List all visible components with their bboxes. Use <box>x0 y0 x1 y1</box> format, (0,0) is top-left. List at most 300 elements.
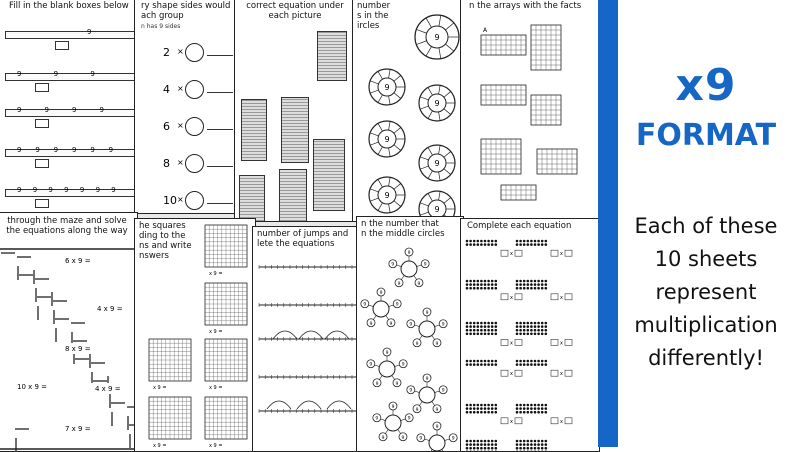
array-dot <box>469 280 472 283</box>
array-dot <box>487 240 490 243</box>
answer-line[interactable] <box>207 166 233 167</box>
petal-digit: 9 <box>398 281 401 287</box>
number-line-row <box>5 71 135 91</box>
array-dot <box>541 407 544 410</box>
petal-digit: 9 <box>382 435 385 441</box>
array-dot <box>541 443 544 446</box>
array-dot <box>480 287 483 290</box>
array-dot <box>473 363 476 366</box>
array-dot <box>534 325 537 328</box>
answer-line[interactable] <box>207 129 233 130</box>
array-dot <box>477 283 480 286</box>
array-dot <box>523 407 526 410</box>
array-dot <box>484 411 487 414</box>
array-dot <box>466 287 469 290</box>
array-dot <box>541 322 544 325</box>
array-dot <box>491 443 494 446</box>
description-line: 10 sheets <box>618 243 794 276</box>
nonagon-shape <box>185 80 204 99</box>
answer-line[interactable] <box>207 55 233 56</box>
square-grids <box>135 219 256 452</box>
jump-arc <box>297 401 321 409</box>
petal-digit: 9 <box>396 381 399 387</box>
array-dot <box>516 283 519 286</box>
array-dot <box>469 329 472 332</box>
ring-digit: 9 <box>384 83 389 92</box>
array-dot <box>491 283 494 286</box>
petal-digit: 9 <box>369 362 372 368</box>
answer-box <box>501 418 508 424</box>
array-dot <box>527 407 530 410</box>
number-line <box>5 31 135 39</box>
array-dot <box>545 440 548 443</box>
answer-box[interactable] <box>35 199 49 208</box>
array-dot <box>534 447 537 450</box>
equation-times: x <box>510 371 513 377</box>
array-dot <box>530 325 533 328</box>
number-label: 9 <box>33 186 37 194</box>
number-label: 9 <box>87 28 91 36</box>
array-dot <box>466 447 469 450</box>
array-dot <box>473 325 476 328</box>
array-dot <box>523 440 526 443</box>
sheet-circle-rings <box>352 0 464 222</box>
petal-digit: 9 <box>392 404 395 410</box>
array-dot <box>495 363 498 366</box>
ring-digit: 9 <box>434 33 439 42</box>
answer-box <box>501 339 508 345</box>
array-dot <box>537 283 540 286</box>
array-dot <box>527 287 530 290</box>
array-dot <box>541 411 544 414</box>
number-label: 9 <box>90 146 94 154</box>
petal-digit: 9 <box>416 407 419 413</box>
number-line-row <box>5 147 135 167</box>
array-dot <box>480 333 483 336</box>
array-dot <box>537 447 540 450</box>
number-label: 9 <box>100 106 104 114</box>
number-label: 9 <box>54 146 58 154</box>
array-dot <box>523 360 526 363</box>
array-dot <box>469 360 472 363</box>
sheet-title: through the maze and solve the equations along the way <box>0 213 137 239</box>
array-dot <box>469 333 472 336</box>
array-dot <box>537 329 540 332</box>
array-dot <box>534 280 537 283</box>
array-dot <box>519 447 522 450</box>
array-dot <box>477 404 480 407</box>
array-dot <box>537 333 540 336</box>
factor-label: 2 <box>163 46 170 59</box>
sheet-maze <box>0 212 138 452</box>
array-dot <box>495 322 498 325</box>
array-dot <box>545 283 548 286</box>
equation-times: x <box>510 419 513 425</box>
array-dot <box>519 280 522 283</box>
array-dot <box>484 333 487 336</box>
answer-box <box>551 294 558 300</box>
center-circle <box>373 301 389 317</box>
description-text <box>618 210 794 375</box>
array-dot <box>495 283 498 286</box>
array-dot <box>473 404 476 407</box>
number-label: 9 <box>64 186 68 194</box>
array-dot <box>534 404 537 407</box>
answer-box <box>565 418 572 424</box>
petal-digit: 9 <box>375 416 378 422</box>
maze-grid <box>0 213 138 452</box>
brand-title: x9 <box>618 60 794 111</box>
base-ten-block <box>239 175 265 222</box>
array-dot <box>530 363 533 366</box>
shape-equation-row <box>163 80 238 100</box>
base-ten-block <box>317 31 347 81</box>
petal-digit: 9 <box>424 262 427 268</box>
array-dot <box>523 240 526 243</box>
array-dot <box>519 333 522 336</box>
maze-equation: 4 x 9 = <box>97 305 123 313</box>
array-dot <box>519 411 522 414</box>
array-grid <box>501 185 536 200</box>
maze-equation: 8 x 9 = <box>65 345 91 353</box>
array-dot <box>491 329 494 332</box>
array-dot <box>516 287 519 290</box>
array-dot <box>477 411 480 414</box>
array-dot <box>469 287 472 290</box>
base-ten-block <box>313 139 345 211</box>
number-label: 9 <box>90 70 94 78</box>
array-dot <box>466 333 469 336</box>
array-dot <box>477 322 480 325</box>
array-dot <box>480 325 483 328</box>
array-dot <box>519 322 522 325</box>
array-dot <box>469 325 472 328</box>
array-dot <box>491 363 494 366</box>
array-dot <box>477 280 480 283</box>
times-sign: × <box>177 158 184 167</box>
answer-box <box>515 418 522 424</box>
array-dot <box>487 333 490 336</box>
answer-box <box>515 370 522 376</box>
equation-times: x <box>560 251 563 257</box>
flower-diagrams <box>357 217 464 452</box>
array-dot <box>534 360 537 363</box>
array-dot <box>466 360 469 363</box>
array-dot <box>523 243 526 246</box>
number-label: 9 <box>45 106 49 114</box>
jump-arc <box>273 331 297 339</box>
answer-box <box>565 370 572 376</box>
array-dot <box>469 322 472 325</box>
array-dot <box>469 404 472 407</box>
array-dot <box>466 411 469 414</box>
number-label: 9 <box>80 186 84 194</box>
answer-box[interactable] <box>55 41 69 50</box>
array-dot <box>527 280 530 283</box>
answer-box <box>501 370 508 376</box>
array-dot <box>484 283 487 286</box>
equation-times: x <box>510 295 513 301</box>
array-dot <box>541 447 544 450</box>
array-dot <box>473 443 476 446</box>
number-line-row <box>5 187 135 207</box>
answer-box[interactable] <box>35 119 49 128</box>
square-equation: x 9 = <box>209 443 223 449</box>
array-dot <box>469 411 472 414</box>
array-dot <box>545 325 548 328</box>
array-dot <box>530 283 533 286</box>
array-dot <box>541 287 544 290</box>
array-dot <box>491 325 494 328</box>
array-dot <box>537 363 540 366</box>
petal-digit: 9 <box>436 424 439 430</box>
array-dot <box>491 360 494 363</box>
dot-arrays <box>461 219 600 452</box>
number-line-row <box>5 29 135 49</box>
petal-digit: 9 <box>452 436 455 442</box>
array-dot <box>545 280 548 283</box>
answer-box <box>515 294 522 300</box>
petal-digit: 9 <box>408 416 411 422</box>
array-dot <box>523 280 526 283</box>
array-dot <box>527 325 530 328</box>
array-dot <box>541 363 544 366</box>
square-equation: x 9 = <box>153 385 167 391</box>
array-dot <box>466 322 469 325</box>
array-dot <box>484 407 487 410</box>
array-dot <box>537 280 540 283</box>
array-dot <box>480 329 483 332</box>
array-dot <box>477 360 480 363</box>
sheet-jumps <box>252 226 362 452</box>
array-dot <box>484 443 487 446</box>
array-dot <box>527 440 530 443</box>
array-dot <box>466 280 469 283</box>
array-dot <box>527 322 530 325</box>
array-dot <box>534 329 537 332</box>
ring-diagrams <box>353 0 464 222</box>
array-dot <box>527 240 530 243</box>
sheet-title: n the arrays with the facts <box>461 0 599 13</box>
array-dot <box>487 407 490 410</box>
array-dot <box>487 280 490 283</box>
petal-digit: 9 <box>418 281 421 287</box>
array-dot <box>477 407 480 410</box>
array-dot <box>484 243 487 246</box>
square-equation: x 9 = <box>209 329 223 335</box>
number-label: 9 <box>54 70 58 78</box>
array-dot <box>491 447 494 450</box>
array-dot <box>473 240 476 243</box>
petal-digit: 9 <box>402 435 405 441</box>
array-dot <box>516 333 519 336</box>
array-dot <box>480 440 483 443</box>
array-dot <box>530 280 533 283</box>
array-dot <box>480 447 483 450</box>
number-line <box>5 109 135 117</box>
array-dot <box>541 360 544 363</box>
number-label: 9 <box>72 106 76 114</box>
array-dot <box>537 404 540 407</box>
array-dot <box>477 333 480 336</box>
array-dot <box>519 287 522 290</box>
array-dot <box>541 440 544 443</box>
shape-equation-row <box>163 191 238 211</box>
array-dot <box>516 240 519 243</box>
answer-box <box>565 339 572 345</box>
array-dot <box>466 243 469 246</box>
array-dot <box>487 283 490 286</box>
factor-label: 4 <box>163 83 170 96</box>
array-dot <box>477 287 480 290</box>
array-dot <box>484 325 487 328</box>
center-circle <box>385 415 401 431</box>
sheet-title: Fill in the blank boxes below <box>0 0 135 13</box>
times-sign: × <box>177 84 184 93</box>
array-dot <box>534 333 537 336</box>
array-dot <box>527 360 530 363</box>
petal-digit: 9 <box>363 302 366 308</box>
equation-times: x <box>560 419 563 425</box>
array-dot <box>487 325 490 328</box>
petal-digit: 9 <box>386 350 389 356</box>
nonagon-shape <box>185 154 204 173</box>
array-dot <box>519 360 522 363</box>
array-dot <box>534 243 537 246</box>
array-dot <box>541 329 544 332</box>
array-dot <box>480 243 483 246</box>
jump-arc <box>327 401 351 409</box>
factor-label: 8 <box>163 157 170 170</box>
petal-digit: 9 <box>419 436 422 442</box>
nonagon-shape <box>185 191 204 210</box>
array-dot <box>516 329 519 332</box>
array-dot <box>530 411 533 414</box>
array-dot <box>487 404 490 407</box>
array-dot <box>480 407 483 410</box>
center-circle <box>379 361 395 377</box>
array-dot <box>473 440 476 443</box>
array-dot <box>545 404 548 407</box>
array-dot <box>537 411 540 414</box>
array-dot <box>480 363 483 366</box>
array-dot <box>534 411 537 414</box>
jump-arc <box>267 401 291 409</box>
answer-line[interactable] <box>207 92 233 93</box>
array-dot <box>541 240 544 243</box>
array-dot <box>519 283 522 286</box>
ring-digit: 9 <box>384 191 389 200</box>
array-dot <box>545 243 548 246</box>
array-dot <box>473 447 476 450</box>
array-dot <box>495 280 498 283</box>
array-dot <box>523 443 526 446</box>
answer-line[interactable] <box>207 203 233 204</box>
array-dot <box>545 411 548 414</box>
sheet-fill-blanks <box>0 0 136 214</box>
sheet-title: n the number that n the middle circles <box>357 217 463 241</box>
array-dot <box>527 329 530 332</box>
array-dot <box>541 243 544 246</box>
sheet-note: n has 9 sides <box>135 23 237 30</box>
number-line-row <box>5 107 135 127</box>
array-dot <box>466 443 469 446</box>
array-dot <box>545 447 548 450</box>
equation-times: x <box>560 340 563 346</box>
equation-times: x <box>510 251 513 257</box>
array-dot <box>530 407 533 410</box>
array-dot <box>491 287 494 290</box>
answer-box <box>501 294 508 300</box>
array-dot <box>491 243 494 246</box>
array-dot <box>537 443 540 446</box>
array-dot <box>541 325 544 328</box>
array-dot <box>477 240 480 243</box>
array-dot <box>473 333 476 336</box>
petal-digit: 9 <box>442 322 445 328</box>
array-dot <box>469 243 472 246</box>
array-dot <box>530 243 533 246</box>
times-sign: × <box>177 195 184 204</box>
array-dot <box>523 447 526 450</box>
array-dot <box>519 240 522 243</box>
array-dot <box>530 240 533 243</box>
array-dot <box>487 447 490 450</box>
maze-equation: 6 x 9 = <box>65 257 91 265</box>
petal-digit: 9 <box>409 388 412 394</box>
array-dot <box>487 322 490 325</box>
sheet-square-grids <box>134 218 256 452</box>
petal-digit: 9 <box>402 362 405 368</box>
sheet-arrays <box>460 0 600 222</box>
array-dot <box>545 240 548 243</box>
petal-digit: 9 <box>436 407 439 413</box>
maze-equation: 4 x 9 = <box>95 385 121 393</box>
array-dot <box>541 280 544 283</box>
array-dot <box>466 283 469 286</box>
shape-equation-row <box>163 43 238 63</box>
petal-digit: 9 <box>376 381 379 387</box>
array-dot <box>516 322 519 325</box>
array-dot <box>519 363 522 366</box>
array-dot <box>495 325 498 328</box>
answer-box[interactable] <box>35 159 49 168</box>
petal-digit: 9 <box>426 376 429 382</box>
array-dot <box>477 443 480 446</box>
array-dot <box>487 287 490 290</box>
petal-digit: 9 <box>390 321 393 327</box>
petal-digit: 9 <box>416 341 419 347</box>
shape-equation-row <box>163 117 238 137</box>
sheet-title: correct equation under each picture <box>235 0 355 23</box>
array-dot <box>484 287 487 290</box>
array-dot <box>473 243 476 246</box>
array-dot <box>516 280 519 283</box>
array-dot <box>469 447 472 450</box>
array-dot <box>534 283 537 286</box>
array-dot <box>527 243 530 246</box>
petal-digit: 9 <box>442 388 445 394</box>
answer-box[interactable] <box>35 83 49 92</box>
array-dot <box>484 440 487 443</box>
array-dot <box>473 360 476 363</box>
array-dot <box>491 322 494 325</box>
maze-equation: 10 x 9 = <box>17 383 47 391</box>
array-dot <box>530 443 533 446</box>
array-dot <box>495 447 498 450</box>
array-dot <box>523 325 526 328</box>
array-dot <box>491 240 494 243</box>
